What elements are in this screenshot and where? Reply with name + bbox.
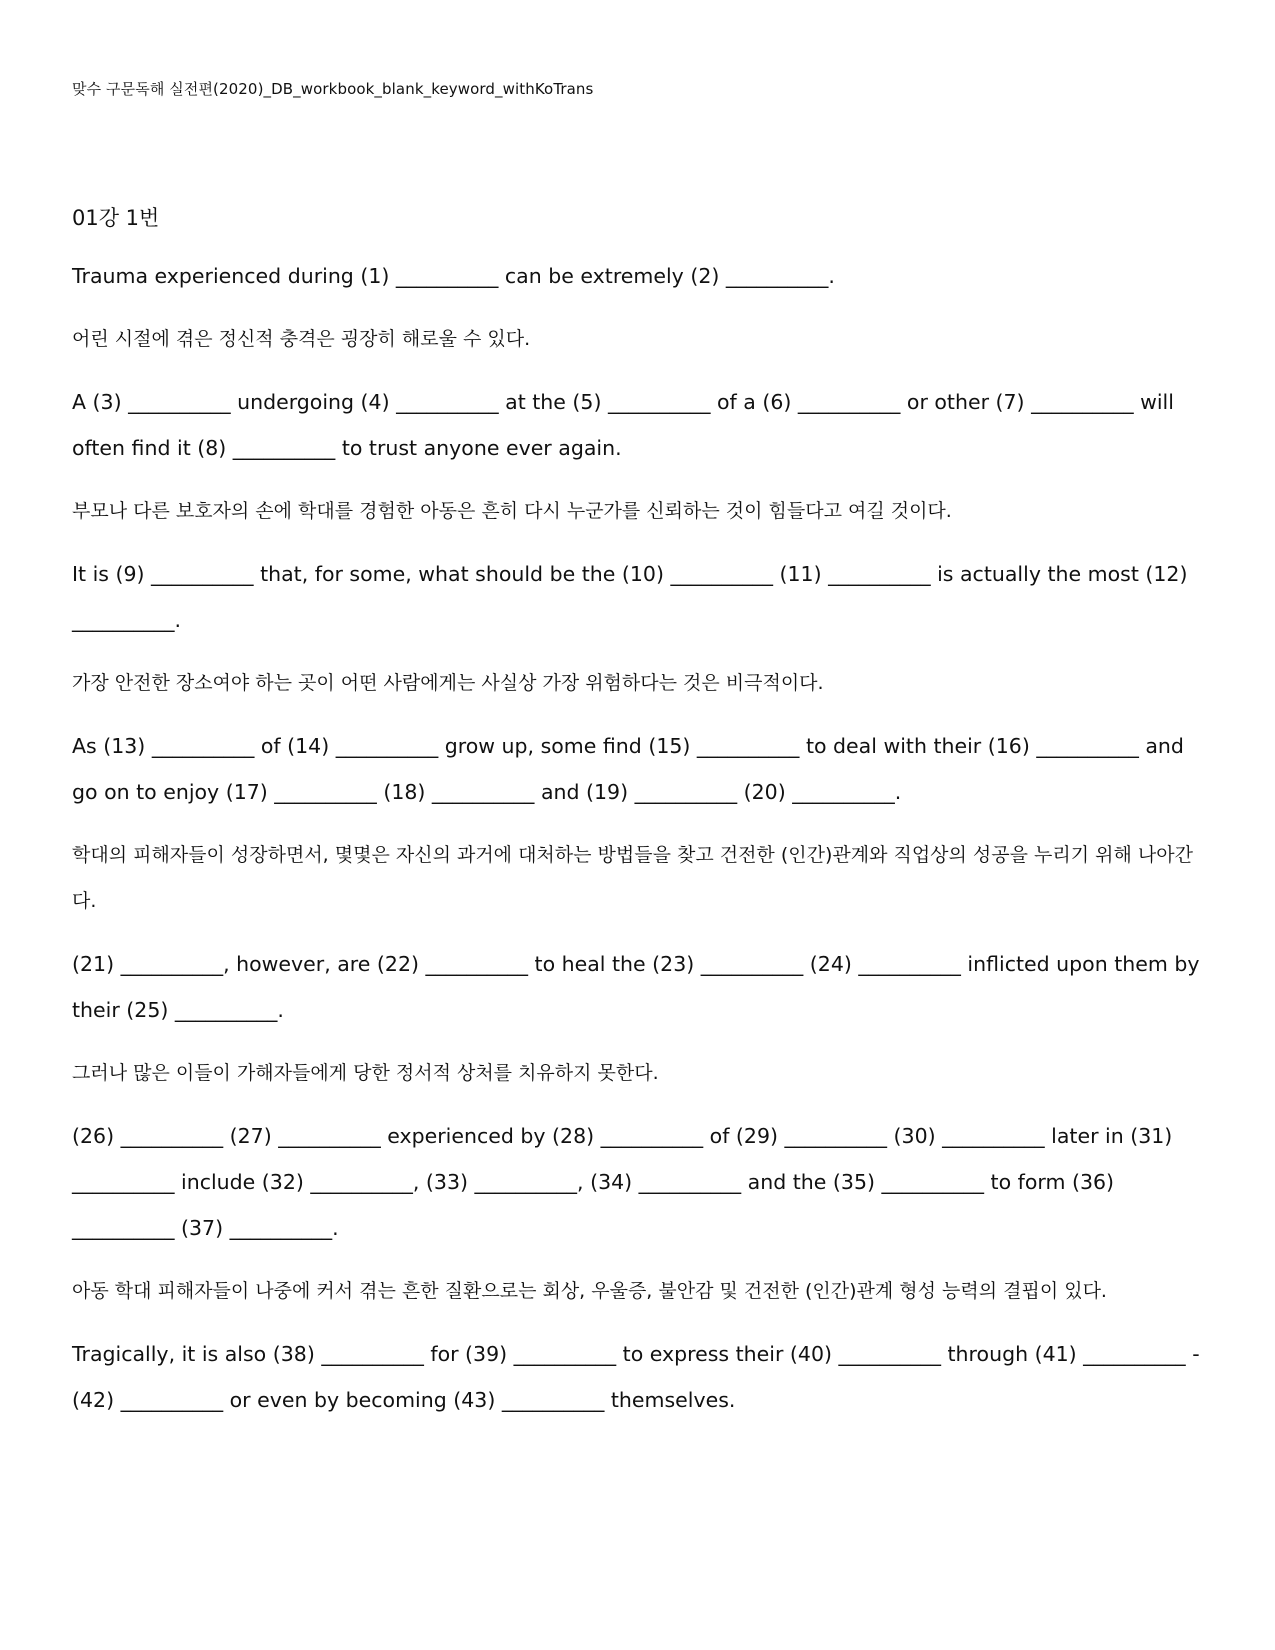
- sentence-1-english: Trauma experienced during (1) __________ can be extremely (2) __________.: [72, 264, 835, 288]
- page-header: 맞수 구문독해 실전편(2020)_DB_workbook_blank_keyword_withKoTrans: [72, 80, 594, 98]
- sentence-7-english: Tragically, it is also (38) __________ for (39) __________ to express their (40) __________ through (41) __________ - (42) __________ or even by becoming (43) __________ themselves.: [72, 1342, 1207, 1412]
- sentence-5-korean: 그러나 많은 이들이 가해자들에게 당한 정서적 상처를 치유하지 못한다.: [72, 1062, 659, 1084]
- sentence-4-english: As (13) __________ of (14) __________ grow up, some find (15) __________ to deal with their (16) __________ and go on to enjoy (17) __________ (18) __________ and (19) __________ (20) __________.: [72, 734, 1191, 804]
- sentence-6-korean: 아동 학대 피해자들이 나중에 커서 겪는 흔한 질환으로는 회상, 우울증, 불안감 및 건전한 (인간)관계 형성 능력의 결핍이 있다.: [72, 1280, 1107, 1302]
- sentence-3-english: It is (9) __________ that, for some, what should be the (10) __________ (11) __________ is actually the most (12) __________.: [72, 562, 1194, 632]
- section-title: 01강 1번: [72, 206, 160, 230]
- sentence-4-korean: 학대의 피해자들이 성장하면서, 몇몇은 자신의 과거에 대처하는 방법들을 찾고 건전한 (인간)관계와 직업상의 성공을 누리기 위해 나아간다.: [72, 844, 1193, 912]
- sentence-6-english: (26) __________ (27) __________ experienced by (28) __________ of (29) __________ (30) __________ later in (31) __________ include (32) __________, (33) __________, (34) __________ and the (35) __________ to form (36) __________ (37) __________.: [72, 1124, 1179, 1240]
- worksheet-body: [72, 253, 1212, 1423]
- sentence-1-korean: 어린 시절에 겪은 정신적 충격은 굉장히 해로울 수 있다.: [72, 328, 531, 350]
- sentence-5-english: (21) __________, however, are (22) __________ to heal the (23) __________ (24) __________ inflicted upon them by their (25) __________.: [72, 952, 1207, 1022]
- sentence-2-english: A (3) __________ undergoing (4) __________ at the (5) __________ of a (6) __________ or other (7) __________ will often find it (8) __________ to trust anyone ever again.: [72, 390, 1181, 460]
- sentence-2-korean: 부모나 다른 보호자의 손에 학대를 경험한 아동은 흔히 다시 누군가를 신뢰하는 것이 힘들다고 여길 것이다.: [72, 500, 952, 522]
- sentence-3-korean: 가장 안전한 장소여야 하는 곳이 어떤 사람에게는 사실상 가장 위험하다는 것은 비극적이다.: [72, 672, 824, 694]
